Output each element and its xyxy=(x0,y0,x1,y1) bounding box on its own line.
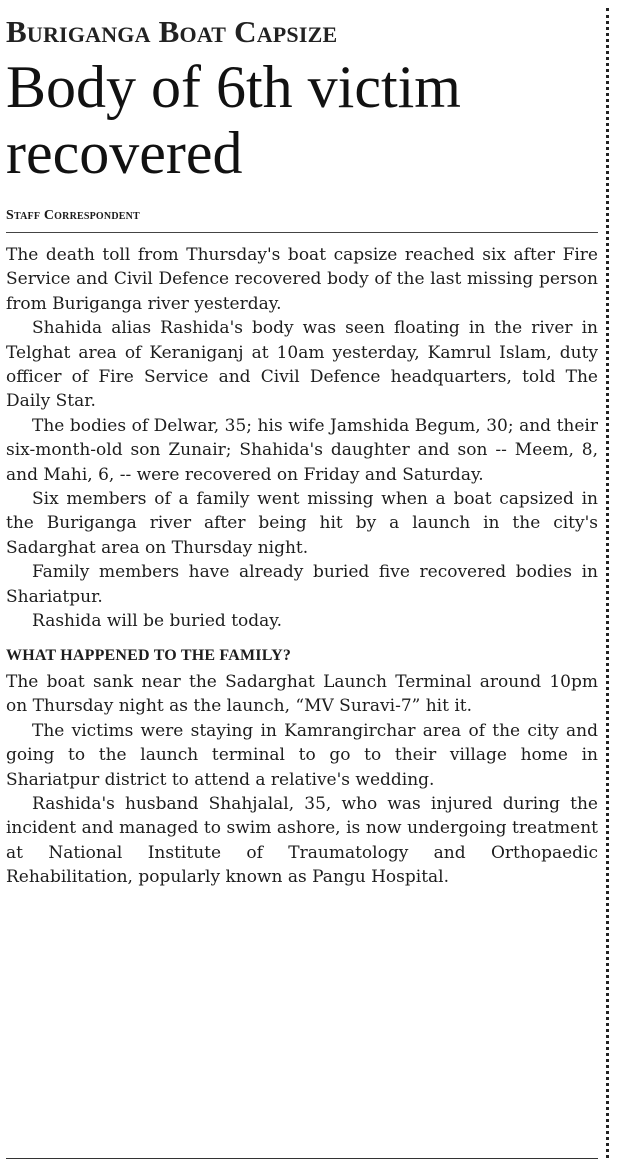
article-paragraph: The death toll from Thursday's boat capsize reached six after Fire Service and Civil Defence recovered body of the last missing person from Buriganga river yesterday. xyxy=(6,245,598,314)
article-paragraph: Shahida alias Rashida's body was seen floating in the river in Telghat area of Keraniganj at 10am yesterday, Kamrul Islam, duty officer of Fire Service and Civil Defence headquarters, told The Daily Star. xyxy=(6,318,598,412)
article-headline: Body of 6th victim recovered xyxy=(6,54,461,186)
column-divider-dotted xyxy=(606,8,609,1158)
article-paragraph: The victims were staying in Kamrangirchar area of the city and going to the launch terminal to go to their village home in Shariatpur district to attend a relative's wedding. xyxy=(6,720,598,790)
article-paragraph: Family members have already buried five recovered bodies in Shariatpur. xyxy=(6,562,598,607)
section-subhead: WHAT HAPPENED TO THE FAMILY? xyxy=(6,646,292,664)
article-paragraph: The boat sank near the Sadarghat Launch Terminal around 10pm on Thursday night as the launch, “MV Suravi-7” hit it. xyxy=(6,671,598,717)
article-paragraph: Rashida will be buried today. xyxy=(32,611,283,632)
bottom-rule xyxy=(6,1158,598,1159)
article-byline: Staff Correspondent xyxy=(6,208,598,233)
article-column xyxy=(6,14,598,890)
article-paragraph: Six members of a family went missing when a boat capsized in the Buriganga river after being hit by a launch in the city's Sadarghat area on Thursday night. xyxy=(6,489,598,558)
article-paragraph: The bodies of Delwar, 35; his wife Jamshida Begum, 30; and their six-month-old son Zunair; Shahida's daughter and son -- Meem, 8, and Mahi, 6, -- were recovered on Friday and Saturday. xyxy=(6,415,598,485)
article-body xyxy=(6,243,598,890)
article-kicker: Buriganga Boat Capsize xyxy=(6,14,338,49)
article-paragraph: Rashida's husband Shahjalal, 35, who was injured during the incident and managed to swim ashore, is now undergoing treatment at National Institute of Traumatology and Orthopaedic Rehabilitation, popularly known as Pangu Hospital. xyxy=(6,793,598,888)
